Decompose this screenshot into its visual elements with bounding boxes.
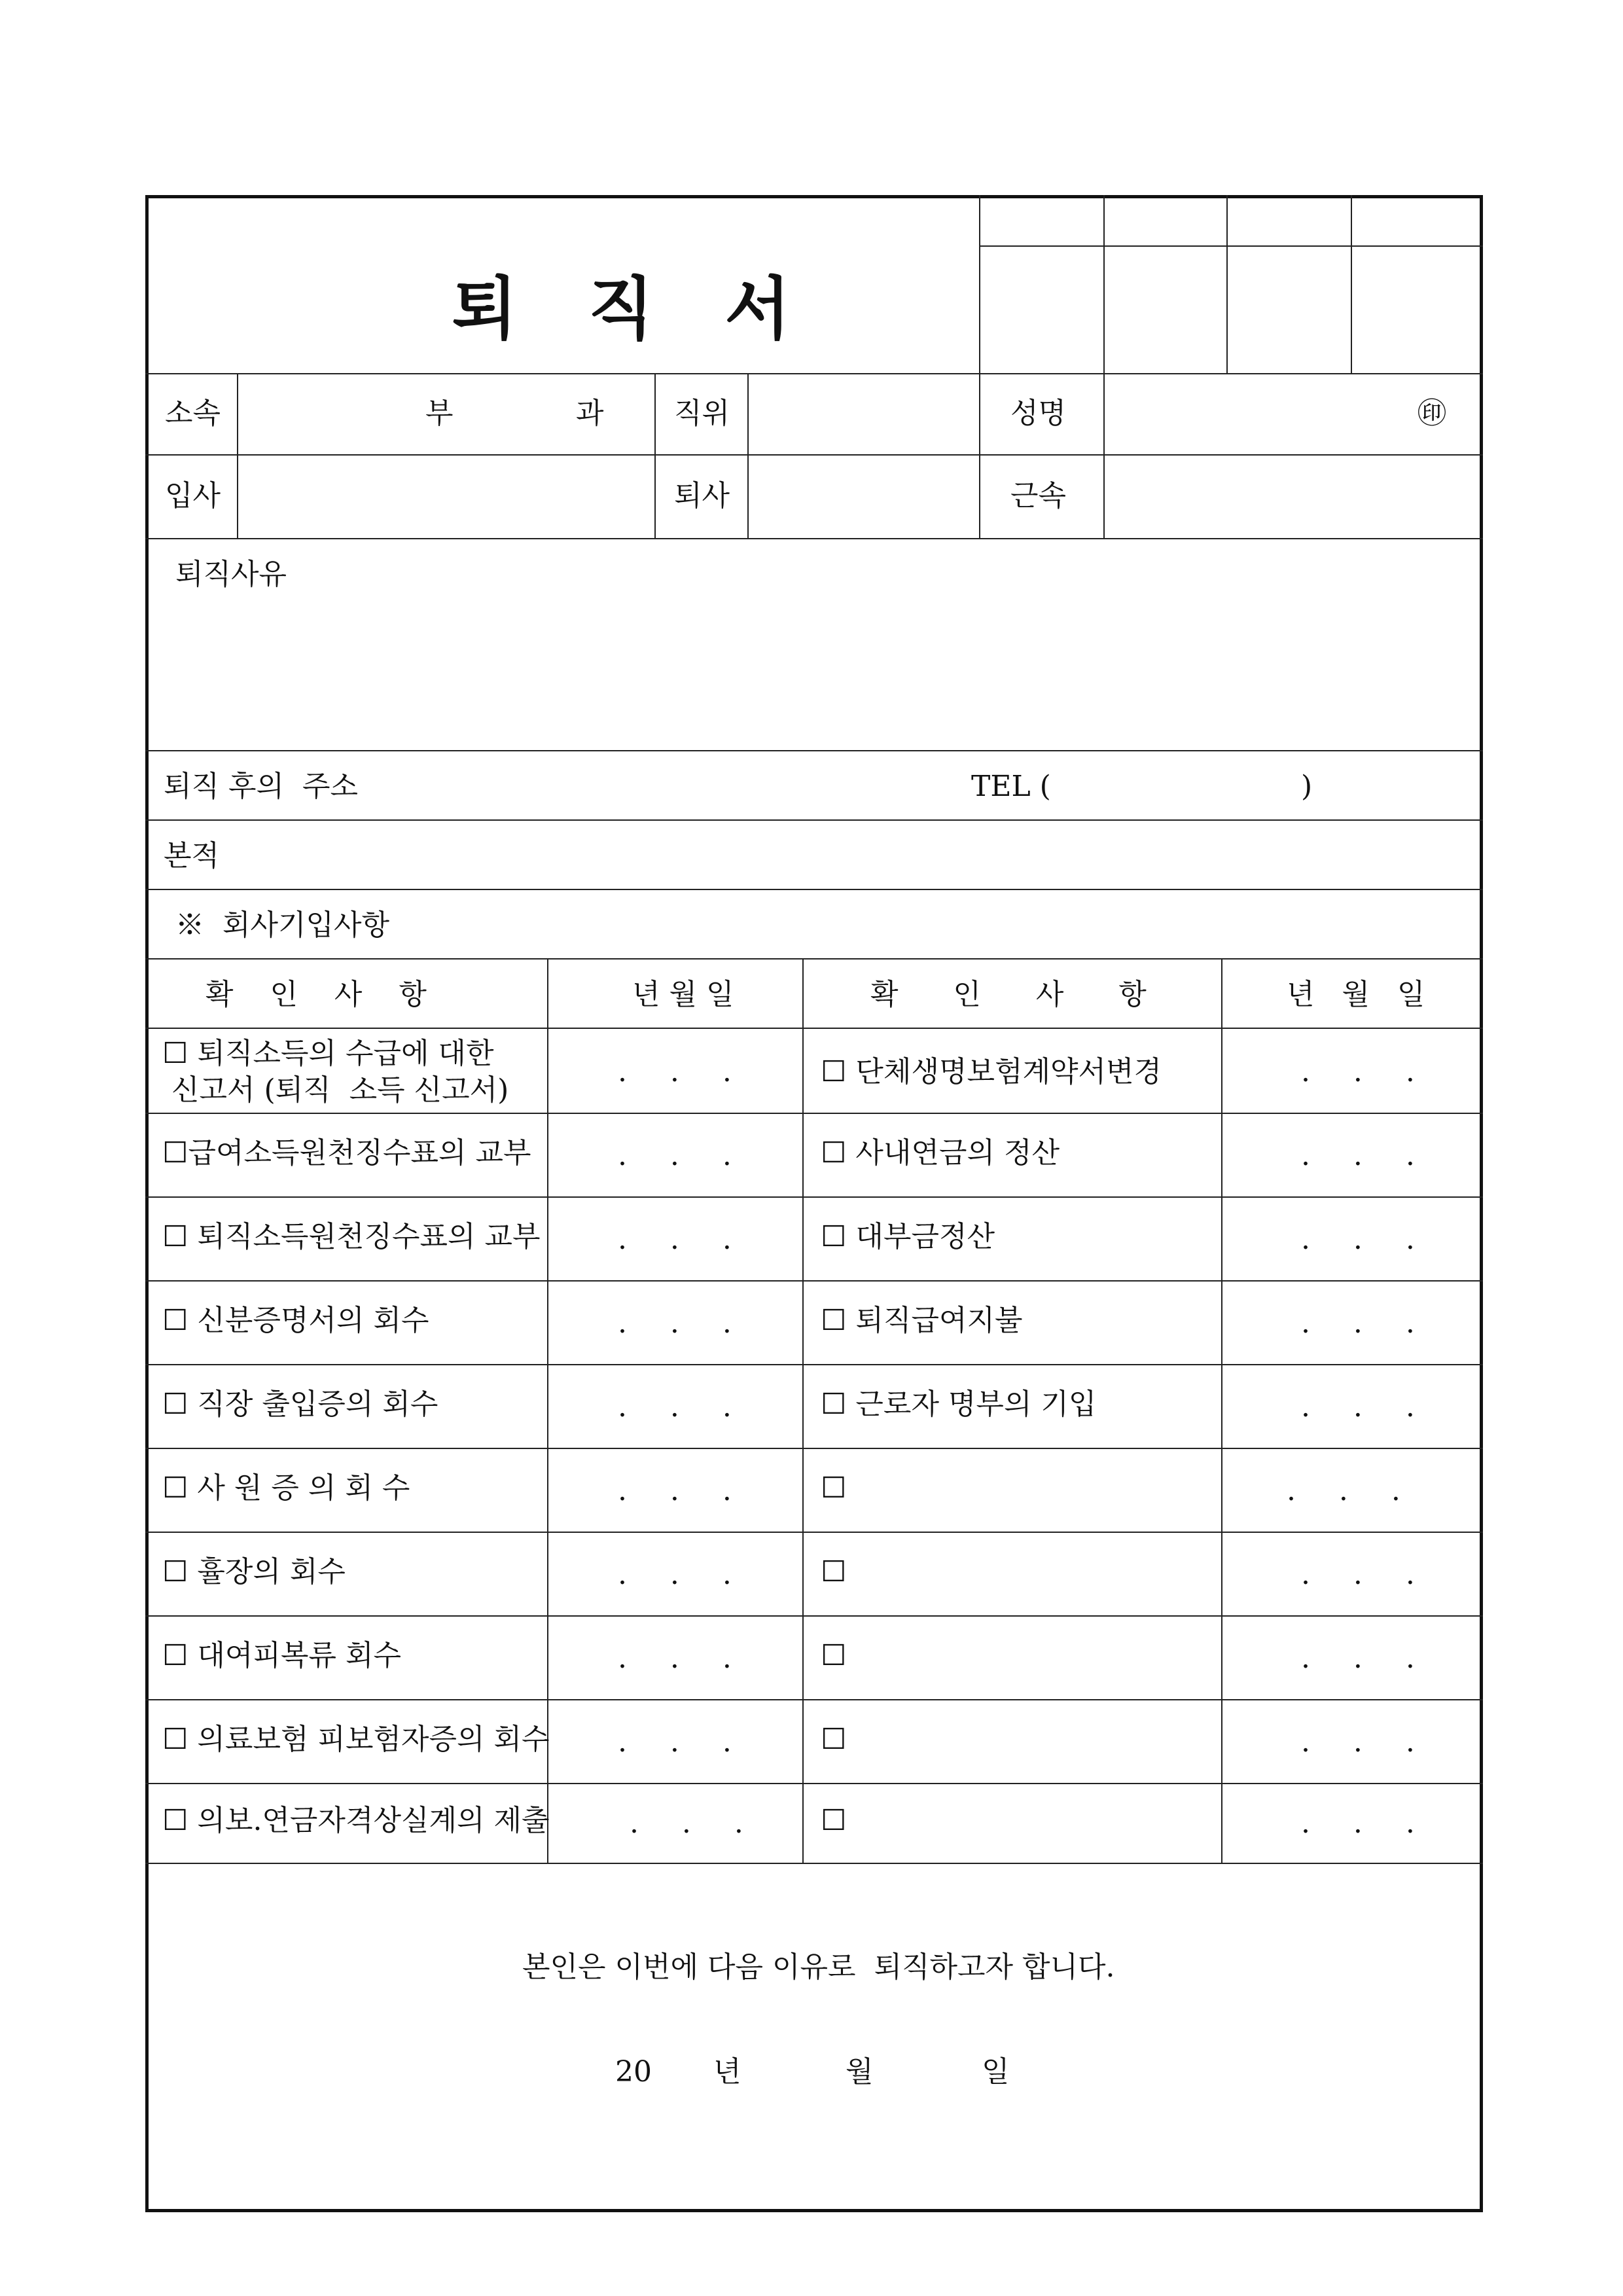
- row-divider: [145, 1280, 1483, 1282]
- right-item-6-date[interactable]: . . .: [1287, 1474, 1402, 1507]
- reason-label: 퇴직사유: [175, 558, 287, 591]
- col-divider: [237, 373, 238, 538]
- position-label: 직위: [674, 397, 730, 430]
- left-item-2[interactable]: ☐급여소득원천징수표의 교부: [162, 1136, 531, 1170]
- right-item-2-date[interactable]: . . .: [1301, 1139, 1416, 1172]
- row-divider: [145, 1196, 1483, 1198]
- left-item-7[interactable]: ☐ 휼장의 회수: [162, 1555, 346, 1588]
- left-item-6-date[interactable]: . . .: [618, 1474, 733, 1507]
- right-item-5-date[interactable]: . . .: [1301, 1390, 1416, 1424]
- row-divider: [145, 1615, 1483, 1617]
- right-item-1[interactable]: ☐ 단체생명보험계약서변경: [821, 1055, 1162, 1088]
- header-date-right: 년 월 일: [1287, 978, 1425, 1011]
- affiliation-label: 소속: [165, 397, 221, 430]
- left-item-3[interactable]: ☐ 퇴직소득원천징수표의 교부: [162, 1220, 541, 1253]
- approval-divider: [979, 245, 1483, 247]
- left-item-4-date[interactable]: . . .: [618, 1306, 733, 1340]
- left-item-10[interactable]: ☐ 의보.연금자격상실계의 제출: [162, 1804, 550, 1837]
- tel-close: ): [1301, 770, 1313, 803]
- col-divider: [654, 373, 656, 538]
- section-unit: 과: [576, 397, 604, 430]
- left-item-6[interactable]: ☐ 사 원 증 의 회 수: [162, 1471, 410, 1505]
- right-item-7-date[interactable]: . . .: [1301, 1558, 1416, 1591]
- approval-divider: [1226, 195, 1228, 373]
- col-divider: [979, 373, 980, 538]
- resignation-form-frame: [145, 195, 1483, 2212]
- left-item-5[interactable]: ☐ 직장 출입증의 회수: [162, 1388, 438, 1421]
- name-label: 성명: [1010, 397, 1067, 430]
- row-divider: [145, 1783, 1483, 1784]
- right-item-10[interactable]: ☐: [821, 1804, 847, 1837]
- right-item-2[interactable]: ☐ 사내연금의 정산: [821, 1136, 1060, 1170]
- right-item-4[interactable]: ☐ 퇴직급여지불: [821, 1304, 1023, 1337]
- date-year-prefix: 20: [615, 2055, 652, 2089]
- right-item-4-date[interactable]: . . .: [1301, 1306, 1416, 1340]
- left-item-8-date[interactable]: . . .: [618, 1641, 733, 1675]
- domicile-label: 본적: [164, 839, 220, 872]
- right-item-3-date[interactable]: . . .: [1301, 1223, 1416, 1256]
- right-item-9[interactable]: ☐: [821, 1723, 847, 1756]
- col-divider: [1221, 958, 1222, 1863]
- row-divider: [145, 750, 1483, 751]
- left-item-3-date[interactable]: . . .: [618, 1223, 733, 1256]
- col-divider: [802, 958, 804, 1863]
- row-divider: [145, 538, 1483, 539]
- hire-label: 입사: [165, 479, 221, 512]
- row-divider: [145, 373, 1483, 374]
- seal-icon: ㊞: [1418, 397, 1446, 430]
- right-item-9-date[interactable]: . . .: [1301, 1725, 1416, 1759]
- left-item-10-date[interactable]: . . .: [630, 1806, 745, 1840]
- approval-divider: [1351, 195, 1352, 373]
- row-divider: [145, 1699, 1483, 1700]
- date-day: 일: [982, 2055, 1010, 2089]
- left-item-1[interactable]: ☐ 퇴직소득의 수급에 대한: [162, 1037, 494, 1070]
- declaration-text: 본인은 이번에 다음 이유로 퇴직하고자 합니다.: [522, 1950, 1115, 1984]
- tel-label: TEL (: [971, 770, 1051, 803]
- row-divider: [145, 1863, 1483, 1864]
- right-item-7[interactable]: ☐: [821, 1555, 847, 1588]
- header-check-item: 확 인 사 항: [205, 978, 427, 1011]
- left-item-9[interactable]: ☐ 의료보험 피보험자증의 회수: [162, 1723, 550, 1756]
- header-date: 년 월 일: [632, 978, 734, 1011]
- row-divider: [145, 889, 1483, 890]
- tenure-label: 근속: [1010, 479, 1067, 512]
- row-divider: [145, 1113, 1483, 1114]
- left-item-2-date[interactable]: . . .: [618, 1139, 733, 1172]
- retire-label: 퇴사: [674, 479, 730, 512]
- left-item-8[interactable]: ☐ 대여피복류 회수: [162, 1639, 401, 1672]
- left-item-5-date[interactable]: . . .: [618, 1390, 733, 1424]
- left-item-1-line2: 신고서 (퇴직 소득 신고서): [162, 1073, 509, 1107]
- right-item-3[interactable]: ☐ 대부금정산: [821, 1220, 995, 1253]
- address-label: 퇴직 후의 주소: [164, 770, 358, 803]
- right-item-5[interactable]: ☐ 근로자 명부의 기입: [821, 1388, 1097, 1421]
- row-divider: [145, 1364, 1483, 1365]
- right-item-8-date[interactable]: . . .: [1301, 1641, 1416, 1675]
- date-month: 월: [846, 2055, 874, 2089]
- row-divider: [145, 1028, 1483, 1029]
- left-item-1-date[interactable]: . . .: [618, 1055, 733, 1088]
- row-divider: [145, 454, 1483, 456]
- right-item-1-date[interactable]: . . .: [1301, 1055, 1416, 1088]
- right-item-6[interactable]: ☐: [821, 1471, 847, 1505]
- row-divider: [145, 1448, 1483, 1449]
- row-divider: [145, 819, 1483, 821]
- right-item-8[interactable]: ☐: [821, 1639, 847, 1672]
- header-check-item-right: 확 인 사 항: [870, 978, 1147, 1011]
- page-title: 퇴 직 서: [452, 268, 814, 349]
- left-item-4[interactable]: ☐ 신분증명서의 회수: [162, 1304, 429, 1337]
- row-divider: [145, 1532, 1483, 1533]
- row-divider: [145, 958, 1483, 960]
- left-item-9-date[interactable]: . . .: [618, 1725, 733, 1759]
- company-note: ※ 회사기입사항: [175, 908, 389, 942]
- approval-divider: [1103, 195, 1105, 373]
- col-divider: [747, 373, 749, 538]
- approval-divider: [979, 195, 980, 373]
- col-divider: [1103, 373, 1105, 538]
- department-unit: 부: [425, 397, 454, 430]
- date-year: 년: [713, 2055, 741, 2089]
- right-item-10-date[interactable]: . . .: [1301, 1806, 1416, 1840]
- left-item-7-date[interactable]: . . .: [618, 1558, 733, 1591]
